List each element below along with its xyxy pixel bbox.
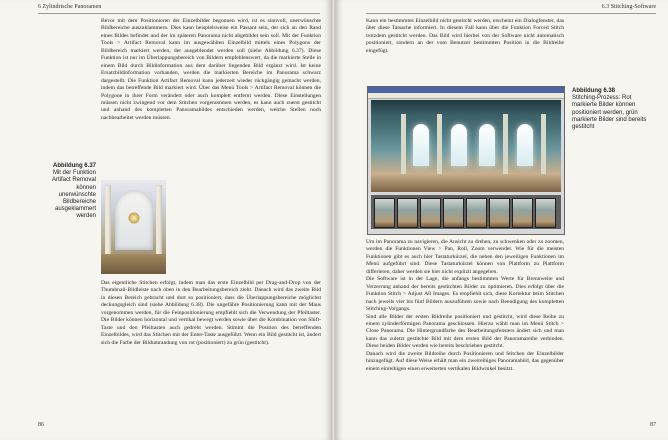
left-body-text-top: Bevor mit dem Positionieren der Einzelbilder begonnen wird, ist es sinnvoll, unerwünschte Bildbereiche auszuklammern. Dies kann beispielsweise ein Passant sein, der sich an den Rand eines Bildes befindet und der im späteren Panorama nicht abgebildet sein soll. Mit der Funktion Tools > Artifact Removal kann im ausgewählten Einzelbild mittels eines Polygons der Bildbereich markiert werden, der ausgeblendet werden soll (siehe Abbildung 6.37). Diese Funktion ist nur im Überlappungsbereich von Bildern empfehlenswert, da die markierte Stelle in einem Bild durch Bildinformation aus dem darüber liegenden Bild ergänzt wird. Ist keine Ersatzbildinformation vorhanden, werden die markierten Bereiche im Panorama schwarz dargestellt. Die Funktion Artifact Removal kann jederzeit wieder rückgängig gemacht werden, indem das betreffende Bild markiert wird. Über das Menü Tools > Artifact Removal können die Polygone in ihrer Form verändert oder auch komplett entfernt werden. Diese Einstellungen müssen nicht zwingend vor dem Stitchen vorgenommen werden, es kann auch zuerst gestitcht und anhand des kompletten Panoramabildes entschieden werden, welche Stellen noch nachbearbeitet werden müssen. [101, 18, 321, 121]
photo-chandelier [128, 212, 140, 224]
left-header-rule [38, 13, 320, 14]
thumbnail-image [397, 198, 418, 228]
screenshot-menubar [368, 93, 564, 99]
right-header-rule [366, 13, 656, 14]
left-running-header: 6 Zylindrische Panoramen [38, 4, 102, 10]
panorama-pillar [437, 114, 442, 174]
thumbnail-image [489, 198, 510, 228]
panorama-window [479, 124, 495, 166]
thumbnail-image [420, 198, 441, 228]
panorama-ceiling [371, 100, 561, 118]
screenshot-thumbnail-strip [371, 195, 561, 229]
left-body-text-bottom: Das eigentliche Stitchen erfolgt, indem man das erste Einzelbild per Drag-and-Drop von der Thumbnail-Bildleiste nach oben in den Bearbeitungsbereich zieht. Danach wird das zweite Bild in diesen Bereich gebracht und dort so positioniert, dass die Überlappungsbereiche möglichst deckungsgleich sind (siehe Abbildung 6.38). Die ungefähre Positionierung kann mit der Maus vorgenommen werden, für die Feinpositionierung empfiehlt sich die Verwendung der Pfeiltaster. Die Bilder können horizontal und vertikal bewegt werden sowie über die Kombination von Shift-Taste und den Pfeiltasten auch gedreht werden. Stimmt die Position des betreffenden Einzelbildes, wird das Stitchen mit der Enter-Taste ausgeführt. Wenn ein Bild gestitcht ist, ändert sich die Farbe der Bildumrandung von rot (positioniert) zu grün (gestitcht). [101, 280, 321, 346]
photo-pillar [156, 185, 162, 260]
thumbnail-image [374, 198, 395, 228]
caption-text: Stitching-Prozess: Rot markierte Bilder können positioniert werden, grün markierte Bilder sind bereits gestitcht [572, 95, 647, 131]
caption-title: Abbildung 6.37 [52, 163, 96, 169]
panorama-pillar [541, 114, 546, 174]
photo-floor [101, 254, 166, 274]
figure-screenshot-stitching-software [367, 86, 565, 235]
right-page-number: 87 [650, 422, 656, 428]
right-running-header: 6.3 Stitching-Software [601, 4, 656, 10]
thumbnail-image [443, 198, 464, 228]
panorama-window [517, 124, 533, 166]
thumbnail-image [512, 198, 533, 228]
panorama-pillar [401, 114, 406, 174]
figure-caption-6-37 [38, 163, 96, 221]
caption-title: Abbildung 6.38 [572, 88, 616, 94]
left-page-number: 86 [38, 422, 44, 428]
panorama-window [413, 124, 429, 166]
panorama-window [451, 124, 467, 166]
right-body-text-bottom: Um im Panorama zu navigieren, die Ansicht zu drehen, zu schwenken oder zu zoomen, werden die Funktionen View > Pan, Roll, Zoom verwendet. Wie für die meisten Funktionen gibt es auch hier Tastaturkürzel, die neben den jeweiligen Funktionen im Menü aufgeführt sind. Diese Tastaturkürzel können von Plattform zu Plattform differieren, daher werden sie hier nicht explizit angegeben. Die Software ist in der Lage, die anfangs bestimmten Werte für Brennweite und Verzerrung anhand der bereits gestitchten Bilder zu optimieren. Dies erfolgt über die Funktion Stitch > Adjust All Images. Es empfiehlt sich, diese Korrektur beim Stitchen nach jeweils vier bis fünf Bildern auszuführen sowie nach Beendigung des kompletten Stitching-Vorgangs. Sind alle Bilder der ersten Bildreihe positioniert und gestitcht, wird diese Reihe zu einem zylinderförmigen Panorama geschlossen. Hierzu wählt man im Menü Stitch > Close Panorama. Die Hintergrundfarbe des Bearbeitungsfensters ändert sich und man kann das zuletzt gestitchte Bild mit dem ersten Bild der Panoramareihe verbinden. Diese beiden Bilder werden wie bereits beschrieben gestitcht. Danach wird die zweite Bildreihe durch Positionieren und Stitchen der Einzelbilder hinzugefügt. Auf diese Weise erhält man ein zweireihiges Panoramabild, das gegenüber einem einreihigen einen erweiterten vertikalen Bildwinkel besitzt. [366, 239, 564, 372]
caption-text: Mit der Funktion Artifact Removal können unerwünschte Bildbereiche ausgeklammert werden [51, 170, 96, 220]
figure-caption-6-38 [572, 88, 652, 131]
panorama-pillar [503, 114, 508, 174]
thumbnail-image [535, 198, 556, 228]
left-page [0, 0, 331, 440]
figure-photo-palace-hall [101, 180, 166, 274]
right-body-text-top: Kann ein bestimmtes Einzelbild nicht gestitcht werden, erscheint ein Dialogfenster, das über diese Tatsache informiert. In diesem Fall kann über die Funktion Forced Stitch trotzdem gestitcht werden. Das Bild wird hierbei von der Software nicht automatisch positioniert, sondern an der vom Benutzer bestimmten Position in die Bildreihe eingefügt. [366, 18, 564, 54]
photo-pillar [105, 185, 111, 260]
screenshot-panorama-view [371, 100, 561, 192]
thumbnail-image [466, 198, 487, 228]
